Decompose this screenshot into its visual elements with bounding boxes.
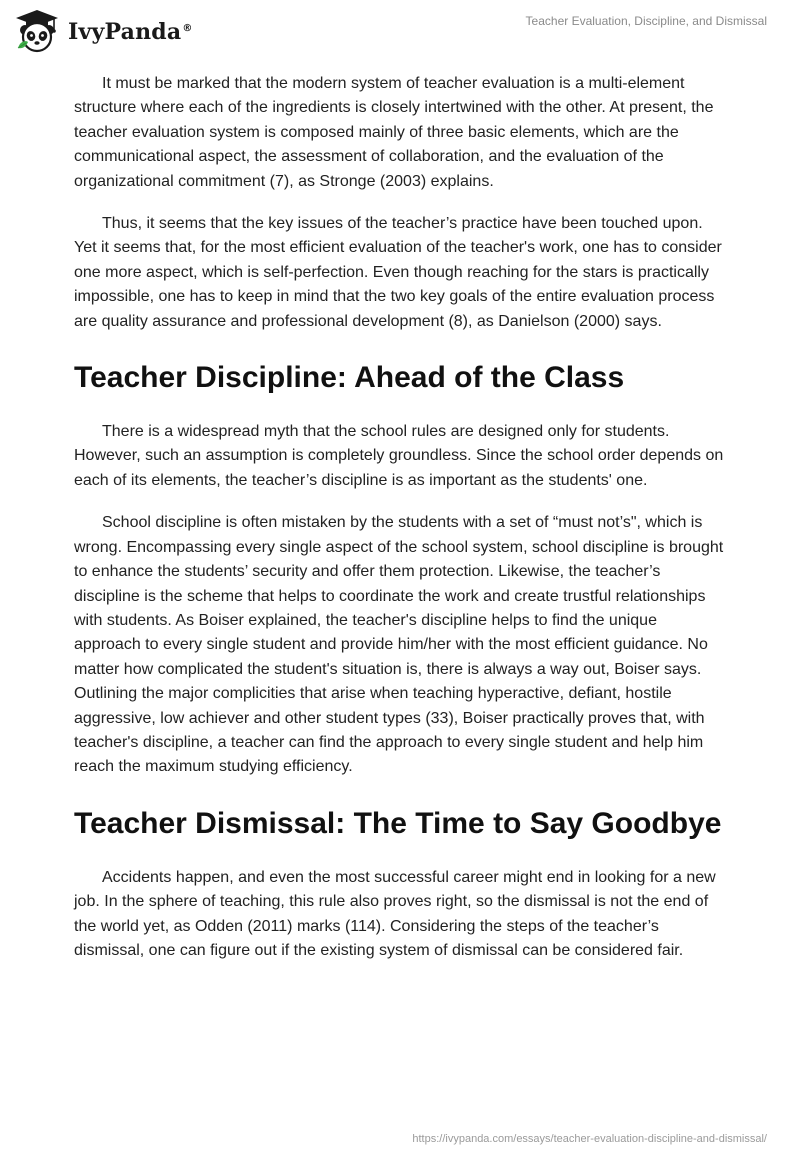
ivypanda-logo[interactable] — [14, 8, 193, 54]
source-url-link[interactable]: https://ivypanda.com/essays/teacher-evaluation-discipline-and-dismissal/ — [412, 1133, 767, 1145]
paragraph: Thus, it seems that the key issues of the teacher’s practice have been touched upon. Yet it seems that, for the most efficient evaluation of the teacher's work, one has to consider one more aspect, which is self-perfection. Even though reaching for the stars is practically impossible, one has to keep in mind that the two key goals of the entire evaluation process are quality assurance and professional development (8), as Danielson (2000) says. — [74, 215, 722, 330]
paragraph: School discipline is often mistaken by the students with a set of “must not’s", which is wrong. Encompassing every single aspect of the school system, school discipline is brought to enhance the students’ security and offer them protection. Likewise, the teacher’s discipline is the scheme that helps to coordinate the work and create trustful relationships with students. As Boiser explained, the teacher's discipline helps to find the unique approach to every single student and provide him/her with the most efficient guidance. No matter how complicated the student's situation is, there is always a way out, Boiser says. Outlining the major complicities that arise when teaching hyperactive, defiant, hostile aggressive, low achiever and other student types (33), Boiser practically proves that, with teacher's discipline, a teacher can find the approach to every single student and help him reach the maximum studying efficiency. — [74, 514, 724, 776]
registered-mark: ® — [182, 22, 193, 34]
section-heading-discipline: Teacher Discipline: Ahead of the Class — [74, 361, 625, 395]
paragraph: There is a widespread myth that the school rules are designed only for students. However, such an assumption is completely groundless. Since the school order depends on each of its elements, the teacher’s discipline is as important as the students' one. — [74, 423, 724, 489]
brand-name: IvyPanda® — [68, 19, 193, 45]
paragraph: It must be marked that the modern system of teacher evaluation is a multi-element structure where each of the ingredients is closely intertwined with the other. At present, the teacher evaluation system is composed mainly of three basic elements, which are the communicational aspect, the assessment of collaboration, and the evaluation of the organizational commitment (7), as Stronge (2003) explains. — [74, 75, 714, 190]
article-body — [74, 72, 724, 981]
panda-graduate-icon — [14, 8, 60, 54]
page-header — [0, 0, 800, 60]
paragraph: Accidents happen, and even the most successful career might end in looking for a new job. In the sphere of teaching, this rule also proves right, so the dismissal is not the end of the world yet, as Odden (2011) marks (114). Considering the steps of the teacher’s dismissal, one can figure out if the existing system of dismissal can be considered fair. — [74, 868, 716, 959]
document-title: Teacher Evaluation, Discipline, and Dismissal — [525, 14, 767, 28]
section-heading-dismissal: Teacher Dismissal: The Time to Say Goodbye — [74, 806, 722, 840]
